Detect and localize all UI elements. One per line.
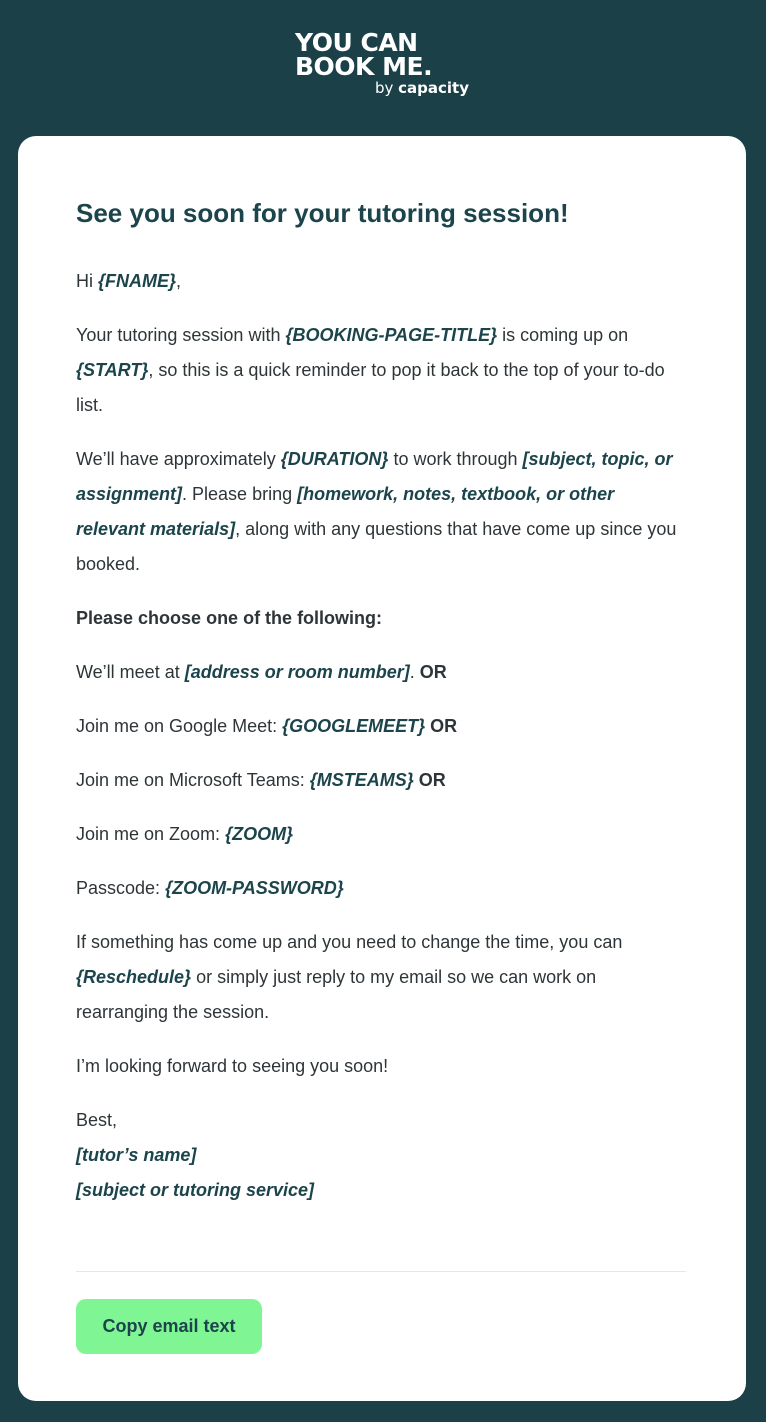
greeting-text: Hi — [76, 271, 98, 291]
text: Your tutoring session with — [76, 325, 286, 345]
signoff: Best, — [76, 1110, 118, 1130]
paragraph-duration — [76, 442, 686, 582]
text: . Please bring — [182, 484, 298, 504]
placeholder-subject: [subject, topic, or assignment] — [76, 449, 673, 504]
signature-name: [tutor’s name] — [76, 1145, 197, 1165]
copy-email-button[interactable]: Copy email text — [76, 1299, 262, 1354]
placeholder-materials: [homework, notes, textbook, or other relevant materials] — [76, 484, 615, 539]
placeholder-googlemeet: {GOOGLEMEET} — [282, 716, 426, 736]
email-card — [18, 136, 746, 1401]
greeting — [76, 264, 686, 299]
text: Passcode: — [76, 878, 166, 898]
text: We’ll meet at — [76, 662, 185, 682]
text: Join me on Zoom: — [76, 824, 226, 844]
placeholder-fname: {FNAME} — [98, 271, 177, 291]
placeholder-booking-page-title: {BOOKING-PAGE-TITLE} — [285, 325, 498, 345]
or-label: OR — [419, 662, 447, 682]
option-passcode — [76, 871, 686, 906]
closing-line: I’m looking forward to seeing you soon! — [76, 1056, 389, 1076]
option-in-person — [76, 655, 686, 690]
option-google-meet — [76, 709, 686, 744]
email-title: See you soon for your tutoring session! — [76, 198, 569, 228]
text: We’ll have approximately — [76, 449, 281, 469]
logo-line-2: BOOK ME. — [295, 52, 433, 81]
option-zoom — [76, 817, 686, 852]
paragraph-reschedule — [76, 925, 686, 1030]
or-label: OR — [418, 770, 446, 790]
text: to work through — [388, 449, 523, 469]
logo-by: by — [374, 79, 394, 97]
text: . — [409, 662, 420, 682]
text: is coming up on — [497, 325, 629, 345]
text: Join me on Microsoft Teams: — [76, 770, 310, 790]
placeholder-zoom-password: {ZOOM-PASSWORD} — [165, 878, 344, 898]
email-body — [76, 264, 686, 1208]
choose-heading: Please choose one of the following: — [76, 608, 383, 628]
logo-brand: capacity — [398, 79, 469, 97]
placeholder-reschedule: {Reschedule} — [76, 967, 192, 987]
text: Join me on Google Meet: — [76, 716, 283, 736]
logo-mark — [295, 30, 471, 100]
placeholder-zoom: {ZOOM} — [225, 824, 294, 844]
logo — [0, 30, 766, 100]
text: , so this is a quick reminder to pop it back to the top of your to-do list. — [76, 360, 665, 415]
text: or simply just reply to my email so we can work on rearranging the session. — [76, 967, 597, 1022]
logo-byline — [375, 80, 469, 96]
signature — [76, 1103, 686, 1208]
option-teams — [76, 763, 686, 798]
placeholder-duration: {DURATION} — [280, 449, 389, 469]
greeting-comma: , — [176, 271, 182, 291]
divider — [76, 1271, 686, 1272]
signature-service: [subject or tutoring service] — [76, 1180, 315, 1200]
placeholder-msteams: {MSTEAMS} — [309, 770, 414, 790]
paragraph-reminder — [76, 318, 686, 423]
text: , along with any questions that have come up since you booked. — [76, 519, 677, 574]
logo-line-1: YOU CAN — [295, 28, 418, 57]
placeholder-address: [address or room number] — [184, 662, 410, 682]
or-label: OR — [430, 716, 458, 736]
text: If something has come up and you need to change the time, you can — [76, 932, 623, 952]
placeholder-start: {START} — [76, 360, 149, 380]
